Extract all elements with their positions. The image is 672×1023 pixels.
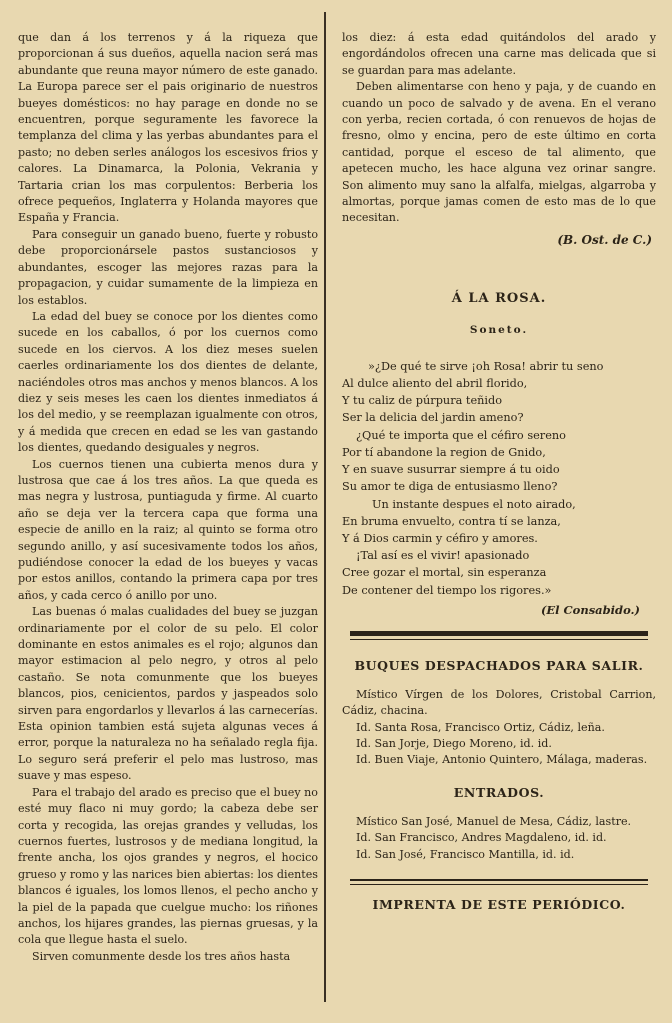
- ship-entry: Id. San Jorje, Diego Moreno, id. id.: [356, 736, 552, 750]
- poem-line: De contener del tiempo los rigores.»: [342, 583, 552, 597]
- poem-line: Su amor te diga de entusiasmo lleno?: [342, 480, 558, 494]
- column-divider: [324, 12, 326, 1002]
- ship-entry: Místico Vírgen de los Dolores, Cristobal Carrion, Cádiz, chacina.: [342, 687, 656, 718]
- right-column: [342, 30, 656, 912]
- poem-line: Cree gozar el mortal, sin esperanza: [342, 566, 547, 580]
- poem-form: Soneto.: [469, 323, 529, 336]
- paragraph: los diez: á esta edad quitándolos del arado y engordándolos ofrecen una carne mas delicada que si se guardan para mas adelante.: [342, 31, 656, 77]
- poem-line: En bruma envuelto, contra tí se lanza,: [342, 514, 561, 528]
- ship-entry: Id. San Francisco, Andres Magdaleno, id. id.: [356, 831, 607, 845]
- footer-rule: [350, 879, 648, 881]
- entered-ships-title: ENTRADOS.: [453, 784, 545, 800]
- poem-line: Y tu caliz de púrpura teñido: [342, 394, 503, 408]
- ship-entry: Id. Santa Rosa, Francisco Ortiz, Cádiz, leña.: [356, 720, 605, 734]
- ship-entry: Místico San José, Manuel de Mesa, Cádiz, lastre.: [356, 814, 632, 828]
- poem-line: Por tí abandone la region de Gnido,: [342, 445, 546, 459]
- poem-author: (El Consabido.): [540, 602, 640, 617]
- footer-rule-thin: [350, 884, 648, 885]
- poem: [342, 358, 656, 599]
- paragraph: que dan á los terrenos y á la riqueza que proporcionan á sus dueños, aquella nacion será mas abundante que reuna mayor número de este ganado. La Europa parece ser el pais originario de nuestros bueyes domésticos: no hay parage en donde no se encuentren, porque seguramente les favorece la templanza del clima y las yerbas abundantes para el pasto; no deben serles análogos los escesivos frios y calores. La Dinamarca, la Polonia, Vekrania y Tartaria crian los mas corpulentos: Berberia los ofrece pequeños, Inglaterra y Holanda mayores que España y Francia.: [18, 31, 318, 225]
- paragraph: Para conseguir un ganado bueno, fuerte y robusto debe proporcionársele pastos sustanciosos y abundantes, escoger las mejores razas para la propagacion, y cuidar sumamente de la limpieza en los establos.: [18, 227, 318, 307]
- article-signature: (B. Ost. de C.): [557, 232, 652, 247]
- imprint: IMPRENTA DE ESTE PERIÓDICO.: [372, 896, 626, 912]
- poem-line: Y en suave susurrar siempre á tu oido: [342, 463, 560, 477]
- paragraph: Los cuernos tienen una cubierta menos dura y lustrosa que cae á los tres años. La que queda es mas negra y lustrosa, puntiaguda y firme. Al cuarto año se deja ver la tercera capa que forma una especie de anillo en la raiz; al quinto se forma otro segundo anillo, y así sucesivamente todos los años, pudiéndose conocer la edad de los bueyes y vacas por estos anillos, contando la primera capa por tres años, y cada cerco ó anillo por uno.: [18, 457, 318, 602]
- poem-line: ¿Qué te importa que el céfiro sereno: [356, 428, 566, 442]
- paragraph: Sirven comunmente desde los tres años hasta: [32, 949, 291, 963]
- poem-line: Ser la delicia del jardin ameno?: [342, 411, 524, 425]
- poem-title: Á LA ROSA.: [451, 290, 547, 306]
- poem-line: Un instante despues el noto airado,: [372, 497, 576, 511]
- section-rule-thin: [350, 639, 648, 640]
- poem-line: Al dulce aliento del abril florido,: [342, 377, 528, 391]
- poem-line: ¡Tal así es el vivir! apasionado: [356, 549, 530, 563]
- ship-entry: Id. San José, Francisco Mantilla, id. id.: [356, 847, 575, 861]
- paragraph: Para el trabajo del arado es preciso que el buey no esté muy flaco ni muy gordo; la cabeza debe ser corta y recogida, las orejas grandes y velludas, los cuernos fuertes, lustrosos y de mediana longitud, la frente ancha, los ojos grandes y negros, el hocico grueso y romo y las narices bien abiertas: los dientes blancos é iguales, los lomos llenos, el pecho ancho y la piel de la papada que cuelgue mucho: los riñones anchos, los hijares grandes, las piernas gruesas, y la cola que llegue hasta el suelo.: [18, 785, 318, 947]
- poem-line: »¿De qué te sirve ¡oh Rosa! abrir tu seno: [368, 359, 604, 373]
- poem-line: Y á Dios carmin y céfiro y amores.: [342, 531, 538, 545]
- paragraph: Deben alimentarse con heno y paja, y de cuando en cuando un poco de salvado y de avena. En el verano con yerba, recien cortada, ó con renuevos de hojas de fresno, olmo y encina, pero de este último en corta cantidad, porque el esceso de tal alimento, que apetecen mucho, les hace alguna vez orinar sangre. Son alimento muy sano la alfalfa, mielgas, algarroba y almortas, porque jamas comen de esto mas de lo que necesitan.: [342, 80, 656, 225]
- section-rule: [350, 631, 648, 636]
- left-column: [18, 30, 318, 965]
- ship-entry: Id. Buen Viaje, Antonio Quintero, Málaga, maderas.: [356, 753, 648, 767]
- paragraph: Las buenas ó malas cualidades del buey se juzgan ordinariamente por el color de su pelo. El color dominante en estos animales es el rojo; algunos dan mayor estimacion al pelo negro, y otros al pelo castaño. Se nota comunmente que los bueyes blancos, pios, cenicientos, pardos y jaspeados solo sirven para engordarlos y llevarlos á las carnecerías. Esta opinion tambien está sujeta algunas veces á error, porque la naturaleza no ha señalado regla fija. Lo seguro será preferir el pelo mas lustroso, mas suave y mas espeso.: [18, 605, 318, 783]
- paragraph: La edad del buey se conoce por los dientes como sucede en los caballos, ó por los cuernos como sucede en los ciervos. A los diez meses suelen caerles ordinariamente los dos dientes de delante, naciéndoles otros mas anchos y menos blancos. A los diez y seis meses les caen los dientes inmediatos á los del medio, y se reemplazan igualmente con otros, y á medida que crecen en edad se les van gastando los dientes, quedando desiguales y negros.: [18, 309, 318, 455]
- departed-ships-title: BUQUES DESPACHADOS PARA SALIR.: [354, 657, 644, 673]
